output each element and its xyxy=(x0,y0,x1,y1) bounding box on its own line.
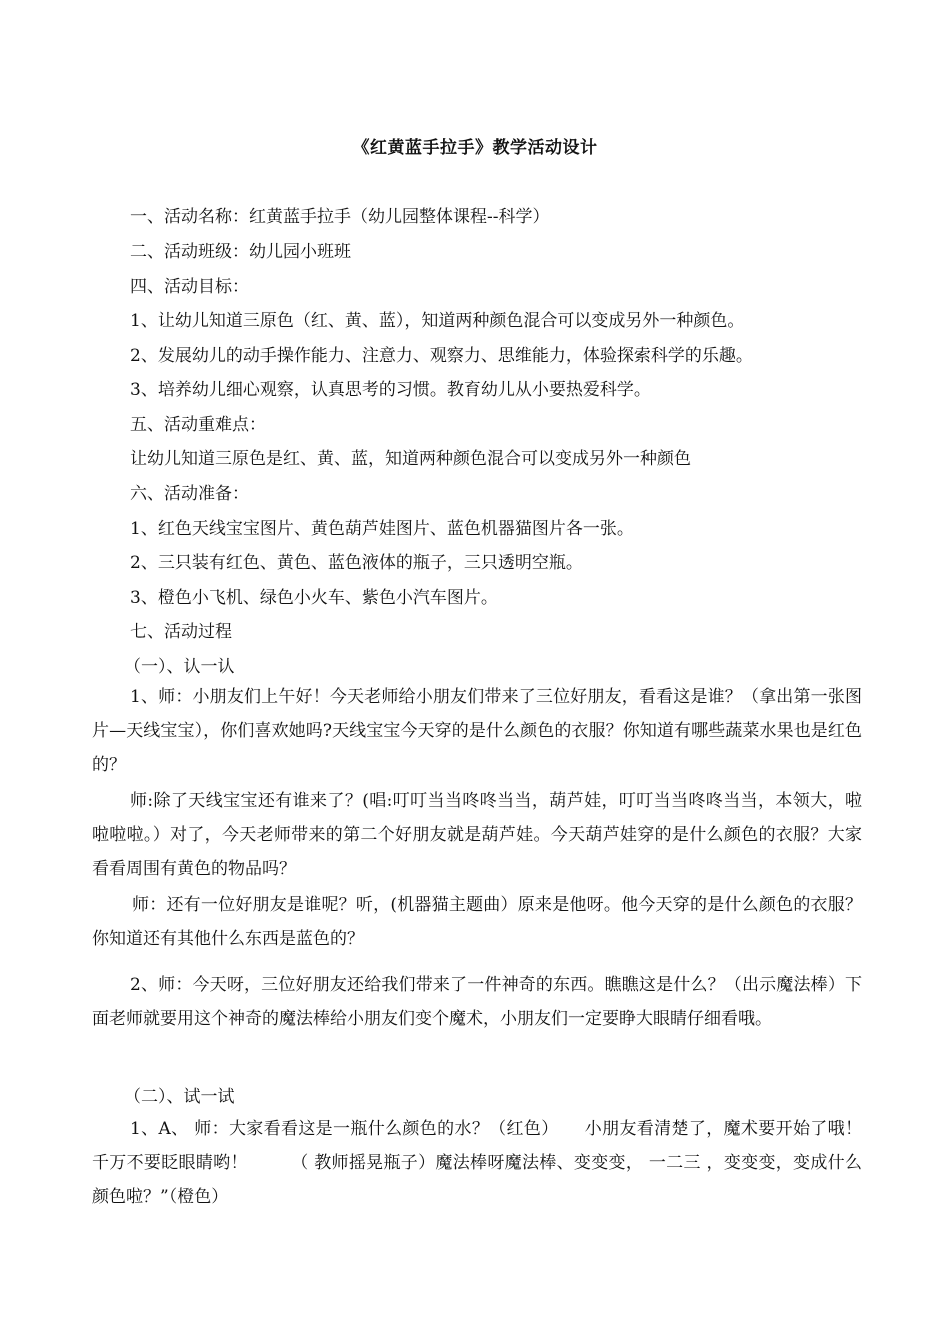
section-2-heading: （二）、试一试 xyxy=(124,1087,235,1107)
paragraph-5: 1、A、 师：大家看看这是一瓶什么颜色的水？（红色） 小朋友看清楚了，魔术要开始了哦！千万不要眨眼睛哟！ （ 教师摇晃瓶子）魔法棒呀魔法棒、变变变， 一二三 ，变变变，变成什么颜色啦？”（橙色） xyxy=(92,1119,862,1207)
preparation-item-1: 1、红色天线宝宝图片、黄色葫芦娃图片、蓝色机器猫图片各一张。 xyxy=(130,519,634,539)
goal-item-1: 1、让幼儿知道三原色（红、黄、蓝），知道两种颜色混合可以变成另外一种颜色。 xyxy=(130,311,745,331)
activity-class-line: 二、活动班级：幼儿园小班班 xyxy=(130,242,351,262)
preparation-heading: 六、活动准备： xyxy=(130,484,249,504)
activity-goals-heading: 四、活动目标： xyxy=(130,277,249,297)
preparation-item-2: 2、三只装有红色、黄色、蓝色液体的瓶子，三只透明空瓶。 xyxy=(130,553,583,573)
key-points-text: 让幼儿知道三原色是红、黄、蓝，知道两种颜色混合可以变成另外一种颜色 xyxy=(130,449,691,469)
paragraph-4: 2、师：今天呀，三位好朋友还给我们带来了一件神奇的东西。瞧瞧这是什么？（出示魔法棒）下面老师就要用这个神奇的魔法棒给小朋友们变个魔术，小朋友们一定要睁大眼睛仔细看哦。 xyxy=(92,975,862,1029)
paragraph-3: 师：还有一位好朋友是谁呢？听，(机器猫主题曲）原来是他呀。他今天穿的是什么颜色的衣服？你知道还有其他什么东西是蓝色的？ xyxy=(92,895,862,949)
section-1-heading: （一）、认一认 xyxy=(124,657,235,677)
preparation-item-3: 3、橙色小飞机、绿色小火车、紫色小汽车图片。 xyxy=(130,588,498,608)
process-heading: 七、活动过程 xyxy=(130,622,232,642)
goal-item-3: 3、培养幼儿细心观察，认真思考的习惯。教育幼儿从小要热爱科学。 xyxy=(130,380,651,400)
paragraph-2: 师:除了天线宝宝还有谁来了？(唱:叮叮当当咚咚当当，葫芦娃，叮叮当当咚咚当当，本领大，啦啦啦啦。）对了，今天老师带来的第二个好朋友就是葫芦娃。今天葫芦娃穿的是什么颜色的衣服？大家看看周围有黄色的物品吗？ xyxy=(92,791,862,879)
activity-name-line: 一、活动名称：红黄蓝手拉手（幼儿园整体课程--科学） xyxy=(130,207,550,227)
key-points-heading: 五、活动重难点： xyxy=(130,415,266,435)
document-title: 《红黄蓝手拉手》教学活动设计 xyxy=(352,138,598,158)
paragraph-1: 1、师：小朋友们上午好！今天老师给小朋友们带来了三位好朋友，看看这是谁？（拿出第一张图片—天线宝宝），你们喜欢她吗?天线宝宝今天穿的是什么颜色的衣服？你知道有哪些蔬菜水果也是红色的？ xyxy=(92,687,862,775)
goal-item-2: 2、发展幼儿的动手操作能力、注意力、观察力、思维能力，体验探索科学的乐趣。 xyxy=(130,346,753,366)
